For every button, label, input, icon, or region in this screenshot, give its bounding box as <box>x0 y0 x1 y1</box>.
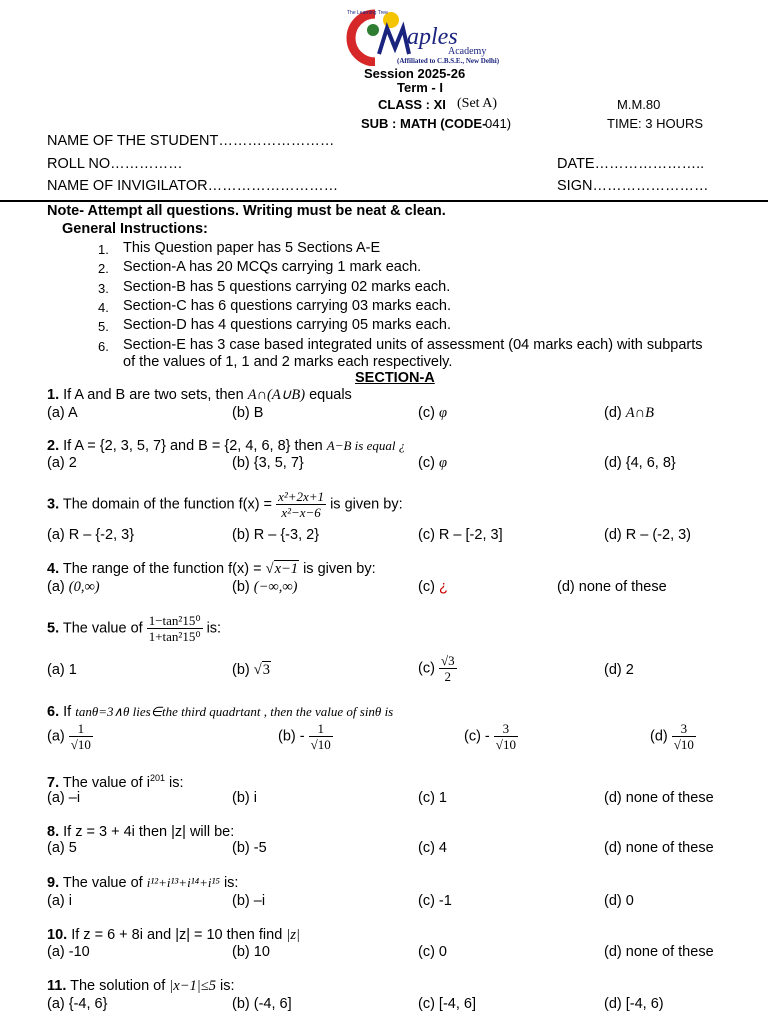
option-d: (d) $\frac{3}{√10}$ <box>650 721 694 752</box>
class-label: CLASS : XI <box>378 97 446 112</box>
instruction-number: 2. <box>98 261 109 276</box>
option-c: (c) 1 <box>418 790 447 806</box>
option-d: (d) 2 <box>604 662 634 678</box>
question-8: 8. If z = 3 + 4i then |z| will be: <box>47 824 235 840</box>
instruction-item: Section-C has 6 questions carrying 03 marks each. <box>123 298 452 314</box>
option-b: (b) {3, 5, 7} <box>232 455 304 471</box>
fraction: $\frac{\text{1−tan²15⁰}}{\text{1+tan²15⁰}}$ <box>148 613 201 644</box>
general-instructions-title: General Instructions: <box>62 221 208 237</box>
instruction-number: 4. <box>98 300 109 315</box>
exam-time: TIME: 3 HOURS <box>607 116 704 131</box>
option-d: (d) R – (-2, 3) <box>604 527 692 543</box>
subject-code: 041) <box>485 116 512 131</box>
option-b: (b) i <box>232 790 257 806</box>
option-b: (b) –i <box>232 893 266 909</box>
question-7: 7. The value of $i^{201}$ is: <box>47 773 184 791</box>
option-c: (c) -1 <box>418 893 452 909</box>
option-c: (c) φ <box>418 455 447 471</box>
option-a: (a) $\frac{1}{√10}$ <box>47 721 91 752</box>
option-b: (b) (-4, 6] <box>232 996 292 1012</box>
question-1: 1. If A and B are two sets, then A∩(A∪B) equals <box>47 387 352 403</box>
option-a: (a) (0,∞) <box>47 579 100 595</box>
option-c: (c) [-4, 6] <box>418 996 477 1012</box>
option-a: (a) {-4, 6} <box>47 996 108 1012</box>
instruction-number: 6. <box>98 339 109 354</box>
instruction-item: Section-B has 5 questions carrying 02 marks each. <box>123 279 451 295</box>
option-a: (a) 5 <box>47 840 77 856</box>
option-c: (c) ¿ <box>418 579 448 595</box>
session: Session 2025-26 <box>364 66 466 81</box>
option-c: (c) 0 <box>418 944 447 960</box>
instruction-number: 3. <box>98 281 109 296</box>
option-a: (a) –i <box>47 790 81 806</box>
question-5: 5. The value of $\frac{\text{1−tan²15⁰}}{\text{1+tan²15⁰}}$ is: <box>47 613 222 644</box>
question-4: 4. The range of the function f(x) = √x−1 is given by: <box>47 561 376 577</box>
academy-logo <box>345 8 500 66</box>
question-2: 2. If A = {2, 3, 5, 7} and B = {2, 4, 6, 8} then A−B is equal ¿ <box>47 438 406 454</box>
logo-arc-text: The Learning Tree <box>347 10 388 16</box>
roll-no-field: ROLL NO…………… <box>47 156 183 172</box>
sign-field: SIGN…………………… <box>557 178 709 194</box>
instruction-item: Section-D has 4 questions carrying 05 marks each. <box>123 317 452 333</box>
logo-text-main: aples <box>407 24 458 50</box>
date-field: DATE………………….. <box>557 156 705 172</box>
option-a: (a) 2 <box>47 455 77 471</box>
question-3: 3. The domain of the function f(x) = $\frac{\text{x²+2x+1}}{\text{x²−x−6}}$ is given by: <box>47 489 403 520</box>
option-b: (b) B <box>232 405 264 421</box>
option-b: (b) √3 <box>232 662 270 678</box>
option-b: (b) 10 <box>232 944 270 960</box>
max-marks: M.M.80 <box>617 97 661 112</box>
option-b: (b) R – {-3, 2} <box>232 527 320 543</box>
option-d: (d) 0 <box>604 893 634 909</box>
set-label: (Set A) <box>457 96 498 111</box>
section-title: SECTION-A <box>355 370 435 386</box>
option-b: (b) -5 <box>232 840 267 856</box>
question-9: 9. The value of i¹²+i¹³+i¹⁴+i¹⁵ is: <box>47 875 239 891</box>
option-d: (d) none of these <box>604 944 714 960</box>
student-name-field: NAME OF THE STUDENT…………………… <box>47 133 335 149</box>
option-d: (d) none of these <box>604 840 714 856</box>
option-a: (a) R – {-2, 3} <box>47 527 135 543</box>
instruction-item: This Question paper has 5 Sections A-E <box>123 240 381 256</box>
option-b: (b) (−∞,∞) <box>232 579 298 595</box>
instruction-item: Section-E has 3 case based integrated units of assessment (04 marks each) with subparts <box>123 337 703 353</box>
option-c: (c) $\frac{√3}{2}$ <box>418 653 455 684</box>
header-divider <box>0 200 768 202</box>
question-11: 11. The solution of |x−1|≤5 is: <box>47 978 235 994</box>
option-c: (c) 4 <box>418 840 447 856</box>
option-a: (a) A <box>47 405 78 421</box>
option-d: (d) none of these <box>604 790 714 806</box>
option-d: (d) {4, 6, 8} <box>604 455 676 471</box>
question-10: 10. If z = 6 + 8i and |z| = 10 then find |z| <box>47 927 300 943</box>
option-a: (a) 1 <box>47 662 77 678</box>
question-6: 6. If tanθ=3∧θ lies∈the third quadrtant , then the value of sinθ is <box>47 704 394 720</box>
invigilator-field: NAME OF INVIGILATOR……………………… <box>47 178 339 194</box>
logo-text-sub: Academy <box>448 46 487 57</box>
option-d: (d) none of these <box>557 579 667 595</box>
note: Note- Attempt all questions. Writing must be neat & clean. <box>47 203 446 219</box>
instruction-item: Section-A has 20 MCQs carrying 1 mark each. <box>123 259 422 275</box>
term: Term - I <box>397 80 443 95</box>
fraction: $\frac{\text{x²+2x+1}}{\text{x²−x−6}}$ <box>278 489 325 520</box>
instruction-item-continued: of the values of 1, 1 and 2 marks each respectively. <box>123 354 453 370</box>
subject-label: SUB : MATH (CODE- <box>361 116 487 131</box>
option-d: (d) [-4, 6) <box>604 996 664 1012</box>
option-a: (a) i <box>47 893 72 909</box>
option-c: (c) - $\frac{3}{√10}$ <box>464 721 516 752</box>
option-c: (c) φ <box>418 405 447 421</box>
option-c: (c) R – [-2, 3] <box>418 527 503 543</box>
option-a: (a) -10 <box>47 944 90 960</box>
instruction-number: 1. <box>98 242 109 257</box>
logo-affiliation: (Affiliated to C.B.S.E., New Delhi) <box>397 57 500 65</box>
option-b: (b) - $\frac{1}{√10}$ <box>278 721 331 752</box>
instruction-number: 5. <box>98 319 109 334</box>
option-d: (d) A∩B <box>604 405 654 421</box>
